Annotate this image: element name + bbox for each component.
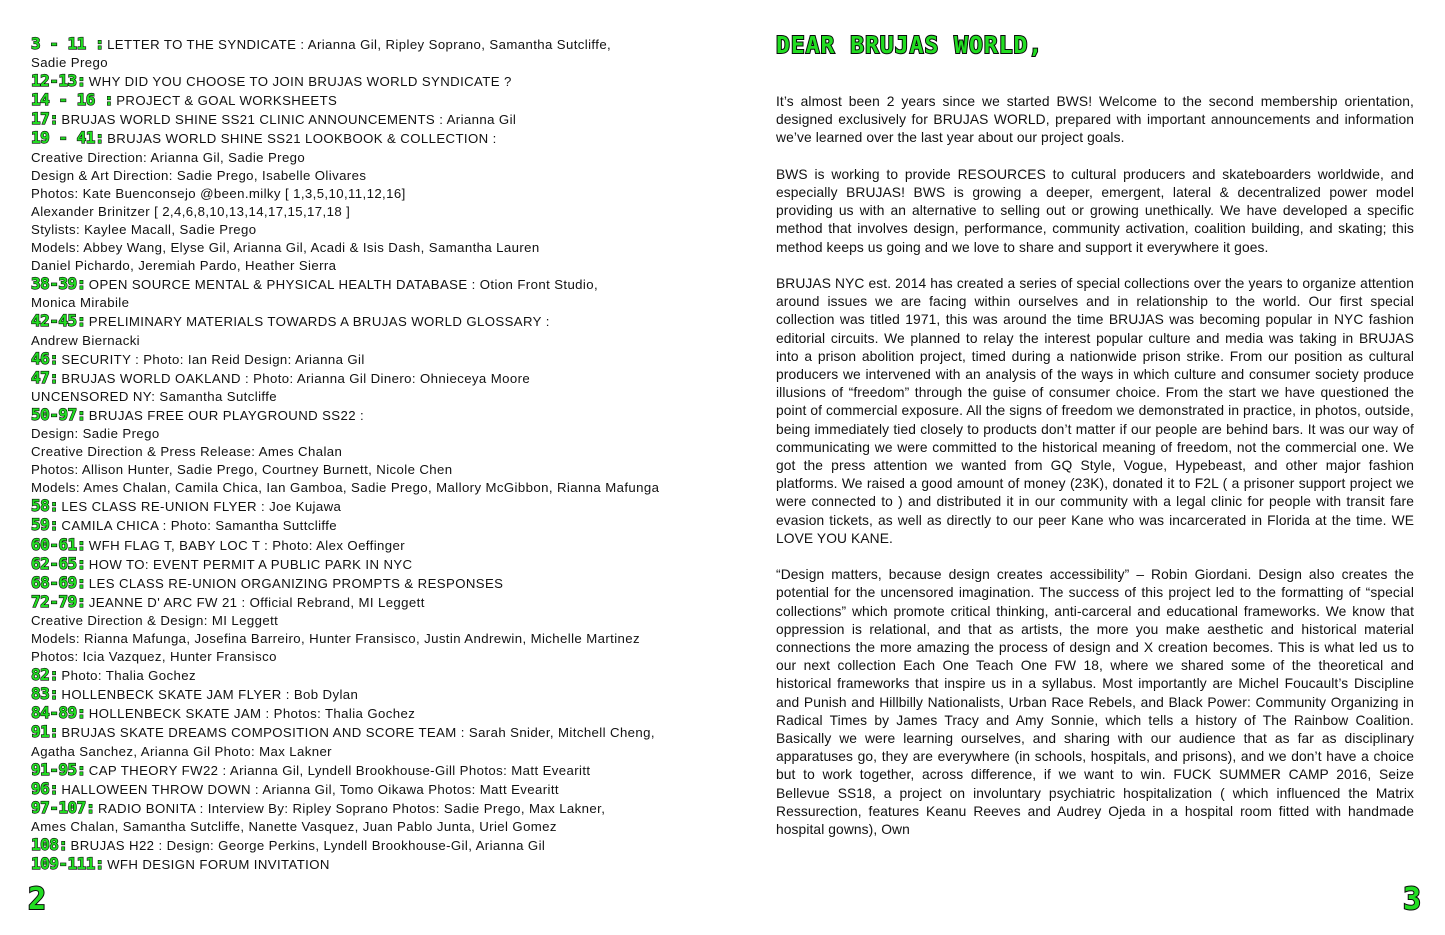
- toc-page-range: 50-97:: [31, 404, 86, 424]
- toc-credit-line: Stylists: Kaylee Macall, Sadie Prego: [31, 221, 257, 237]
- toc-page-range: 58:: [31, 496, 59, 516]
- toc-title: RADIO BONITA : Interview By: Ripley Soprano Photos: Sadie Prego, Max Lakner,: [97, 800, 606, 816]
- toc-page-range: 19 - 41:: [31, 128, 105, 148]
- toc-credit-line: Alexander Brinitzer [ 2,4,6,8,10,13,14,17,15,17,18 ]: [31, 203, 351, 219]
- toc-entry: [31, 723, 711, 760]
- toc-entry: [31, 855, 711, 874]
- toc-credit-line: Creative Direction & Press Release: Ames Chalan: [31, 444, 343, 460]
- toc-page-range: 60-61:: [31, 534, 86, 554]
- toc-page-range: 62-65:: [31, 553, 86, 573]
- toc-title: PRELIMINARY MATERIALS TOWARDS A BRUJAS WORLD GLOSSARY :: [88, 314, 550, 330]
- toc-title: CAMILA CHICA : Photo: Samantha Suttcliffe: [61, 518, 338, 534]
- toc-title: SECURITY : Photo: Ian Reid Design: Arianna Gil: [61, 351, 365, 367]
- toc-page-range: 3 - 11 :: [31, 34, 105, 53]
- toc-page-range: 59:: [31, 515, 59, 535]
- toc-title: WFH DESIGN FORUM INVITATION: [107, 857, 330, 873]
- toc-credit-line: Models: Rianna Mafunga, Josefina Barreiro, Hunter Fransisco, Justin Andrewin, Michelle Martinez: [31, 631, 640, 646]
- toc-page-range: 96:: [31, 778, 59, 798]
- toc-page-range: 82:: [31, 665, 59, 685]
- toc-title: BRUJAS H22 : Design: George Perkins, Lyndell Brookhouse-Gil, Arianna Gil: [70, 838, 546, 854]
- left-page: [0, 0, 722, 935]
- toc-credit-line: Agatha Sanchez, Arianna Gil Photo: Max Lakner: [31, 743, 332, 759]
- toc-page-range: 97-107:: [31, 797, 95, 817]
- toc-title: HOLLENBECK SKATE JAM FLYER : Bob Dylan: [61, 687, 359, 703]
- letter-paragraph: BWS is working to provide RESOURCES to cultural producers and skateboarders worldwide, and especially BRUJAS! BWS is growing a deeper, emergent, lateral & decentralized power model providing us with an alternative to selling out or growing unethically. We have developed a specific method that involves design, performance, community activation, coalition building, and skating; this method keeps us going and we love to share and support it everywhere it goes.: [776, 166, 1414, 255]
- toc-entry: [31, 406, 711, 497]
- toc-credit-line: Creative Direction: Arianna Gil, Sadie Prego: [31, 149, 306, 165]
- toc-title: HOW TO: EVENT PERMIT A PUBLIC PARK IN NYC: [88, 556, 413, 572]
- letter-paragraph: It’s almost been 2 years since we started BWS! Welcome to the second membership orientation, designed exclusively for BRUJAS WORLD, prepared with important announcements and information we’ve learned over the last year about our project goals.: [776, 94, 1414, 146]
- toc-credit-line: Photos: Kate Buenconsejo @been.milky [ 1,3,5,10,11,12,16]: [31, 185, 406, 201]
- toc-entry: [31, 536, 711, 555]
- toc-page-range: 91-95:: [31, 759, 86, 779]
- toc-title: CAP THEORY FW22 : Arianna Gil, Lyndell Brookhouse-Gill Photos: Matt Evearitt: [88, 762, 591, 778]
- toc-page-range: 91:: [31, 722, 59, 742]
- toc-page-range: 46:: [31, 348, 59, 368]
- toc-entry: [31, 836, 711, 855]
- toc-title: BRUJAS WORLD OAKLAND : Photo: Arianna Gil Dinero: Ohnieceya Moore: [61, 370, 531, 386]
- toc-credit-line: Daniel Pichardo, Jeremiah Pardo, Heather Sierra: [31, 258, 337, 274]
- toc-credit-line: Models: Ames Chalan, Camila Chica, Ian Gamboa, Sadie Prego, Mallory McGibbon, Rianna Mafunga: [31, 480, 660, 496]
- table-of-contents: [31, 35, 711, 874]
- toc-entry: [31, 761, 711, 780]
- toc-title: PROJECT & GOAL WORKSHEETS: [116, 93, 338, 109]
- page-number-left: 2: [28, 882, 47, 917]
- toc-title: BRUJAS FREE OUR PLAYGROUND SS22 :: [88, 407, 365, 423]
- toc-entry: [31, 666, 711, 685]
- toc-entry: [31, 780, 711, 799]
- toc-credit-line: Photos: Icia Vazquez, Hunter Fransisco: [31, 649, 277, 665]
- toc-credit-line: Models: Abbey Wang, Elyse Gil, Arianna Gil, Acadi & Isis Dash, Samantha Lauren: [31, 240, 540, 256]
- toc-title: LETTER TO THE SYNDICATE : Arianna Gil, Ripley Soprano, Samantha Sutcliffe,: [107, 37, 612, 52]
- toc-page-range: 72-79:: [31, 591, 86, 611]
- toc-entry: [31, 35, 711, 72]
- toc-page-range: 17:: [31, 109, 59, 129]
- toc-credit-line: Andrew Biernacki: [31, 332, 141, 348]
- toc-page-range: 109-111:: [31, 854, 105, 874]
- toc-credit-line: Photos: Allison Hunter, Sadie Prego, Courtney Burnett, Nicole Chen: [31, 462, 453, 478]
- toc-entry: [31, 91, 711, 110]
- toc-title: BRUJAS WORLD SHINE SS21 LOOKBOOK & COLLECTION :: [107, 131, 497, 147]
- toc-page-range: 42-45:: [31, 311, 86, 331]
- toc-entry: [31, 110, 711, 129]
- toc-entry: [31, 350, 711, 369]
- toc-entry: [31, 129, 711, 275]
- toc-title: BRUJAS WORLD SHINE SS21 CLINIC ANNOUNCEMENTS : Arianna Gil: [61, 112, 517, 128]
- toc-entry: [31, 516, 711, 535]
- toc-entry: [31, 593, 711, 666]
- right-page: [722, 0, 1445, 935]
- toc-credit-line: Ames Chalan, Samantha Sutcliffe, Nanette Vasquez, Juan Pablo Junta, Uriel Gomez: [31, 818, 557, 834]
- toc-title: JEANNE D' ARC FW 21 : Official Rebrand, MI Leggett: [88, 594, 425, 610]
- toc-entry: [31, 685, 711, 704]
- page-number-right: 3: [1402, 882, 1421, 917]
- toc-page-range: 84-89:: [31, 703, 86, 723]
- letter-heading: DEAR BRUJAS WORLD,: [776, 33, 1044, 59]
- toc-credit-line: UNCENSORED NY: Samantha Sutcliffe: [31, 388, 278, 404]
- toc-entry: [31, 574, 711, 593]
- toc-entry: [31, 275, 711, 312]
- toc-entry: [31, 369, 711, 406]
- toc-entry: [31, 704, 711, 723]
- toc-credit-line: Creative Direction & Design: MI Leggett: [31, 612, 279, 628]
- toc-page-range: 14 - 16 :: [31, 90, 114, 110]
- toc-entry: [31, 312, 711, 349]
- toc-page-range: 12-13:: [31, 71, 86, 91]
- letter-paragraph: BRUJAS NYC est. 2014 has created a series of special collections over the years to organize attention around issues we are facing within ourselves and in relationship to the world. Our first special collection was titled 1971, this was around the time BRUJAS was becoming popular in NYC fashion editorial circuits. We planned to relay the interest popular culture and media was taking in BRUJAS into a prison abolition project, timed during a nationwide prison strike. From our position as cultural producers we intervened with an analysis of the ways in which culture and consumer society produce illusions of “freedom” through the guise of consumer choice. From the start we have questioned the point of commercial exposure. All the signs of freedom we demonstrated in practice, in photos, outside, being immediately tied closely to products don’t matter if our people are behind bars. It was our way of communicating we were committed to the historical meaning of freedom, not the commercial one. We got the press attention we wanted from GQ Style, Vogue, Hypebeast, and other major fashion platforms. We raised a good amount of money (23K), donated it to F2L ( a prisoner support project we were connected to ) and distributed it in our community with a legal clinic for people with transit fare evasion tickets, as well as directly to our peer Kane who was incarcerated in Florida at the time. WE LOVE YOU KANE.: [776, 276, 1414, 546]
- toc-title: LES CLASS RE-UNION FLYER : Joe Kujawa: [61, 499, 342, 515]
- toc-title: Photo: Thalia Gochez: [61, 668, 196, 684]
- toc-credit-line: Design & Art Direction: Sadie Prego, Isabelle Olivares: [31, 167, 367, 183]
- toc-credit-line: Monica Mirabile: [31, 295, 130, 311]
- letter-paragraph: “Design matters, because design creates accessibility” – Robin Giordani. Design also creates the potential for the uncensored imagination. The success of this project led to the formatting of “special collections” which promote critical thinking, anti-carceral and educational frameworks. We know that oppression is relational, and that as artists, the more you make aesthetic and historical material connections the more amazing the process of design and X creation becomes. This is what led us to our next collection Each One Teach One FW 18, where we shared some of the theoretical and historical frameworks that inspire us in a syllabus. Most importantly are Michel Foucault’s Discipline and Punish and Hillbilly Nationalists, Urban Race Rebels, and Black Power: Community Organizing in Radical Times by James Tracy and Amy Sonnie, which tells a history of The Rainbow Coalition. Basically we were learning ourselves, and sharing with our audience that as far as disciplinary apparatuses go, they are everywhere (in schools, hospitals, and prisons), and we don’t have a choice but to work together, across difference, if we want to win. FUCK SUMMER CAMP 2016, Seize Bellevue SS18, a project on involuntary psychiatric hospitalization ( which influenced the Matrix Ressurection, features Keanu Reeves and Audrey Ojeda in a hospital room fitted with handmade hospital gowns), Own: [776, 567, 1414, 838]
- toc-page-range: 68-69:: [31, 572, 86, 592]
- toc-entry: [31, 72, 711, 91]
- toc-page-range: 38-39:: [31, 274, 86, 294]
- toc-entry: [31, 497, 711, 516]
- toc-title: HOLLENBECK SKATE JAM : Photos: Thalia Gochez: [88, 706, 416, 722]
- toc-entry: [31, 799, 711, 836]
- toc-title: HALLOWEEN THROW DOWN : Arianna Gil, Tomo Oikawa Photos: Matt Evearitt: [61, 781, 560, 797]
- toc-credit-line: Sadie Prego: [31, 55, 108, 71]
- letter-body: [776, 93, 1414, 857]
- toc-page-range: 83:: [31, 684, 59, 704]
- toc-title: LES CLASS RE-UNION ORGANIZING PROMPTS & RESPONSES: [88, 575, 504, 591]
- toc-title: WHY DID YOU CHOOSE TO JOIN BRUJAS WORLD SYNDICATE ?: [88, 74, 512, 90]
- toc-entry: [31, 555, 711, 574]
- toc-credit-line: Design: Sadie Prego: [31, 425, 160, 441]
- toc-page-range: 108:: [31, 835, 68, 855]
- toc-title: BRUJAS SKATE DREAMS COMPOSITION AND SCORE TEAM : Sarah Snider, Mitchell Cheng,: [61, 725, 655, 741]
- toc-title: WFH FLAG T, BABY LOC T : Photo: Alex Oeffinger: [88, 537, 406, 553]
- toc-title: OPEN SOURCE MENTAL & PHYSICAL HEALTH DATABASE : Otion Front Studio,: [88, 277, 599, 293]
- toc-page-range: 47:: [31, 367, 59, 387]
